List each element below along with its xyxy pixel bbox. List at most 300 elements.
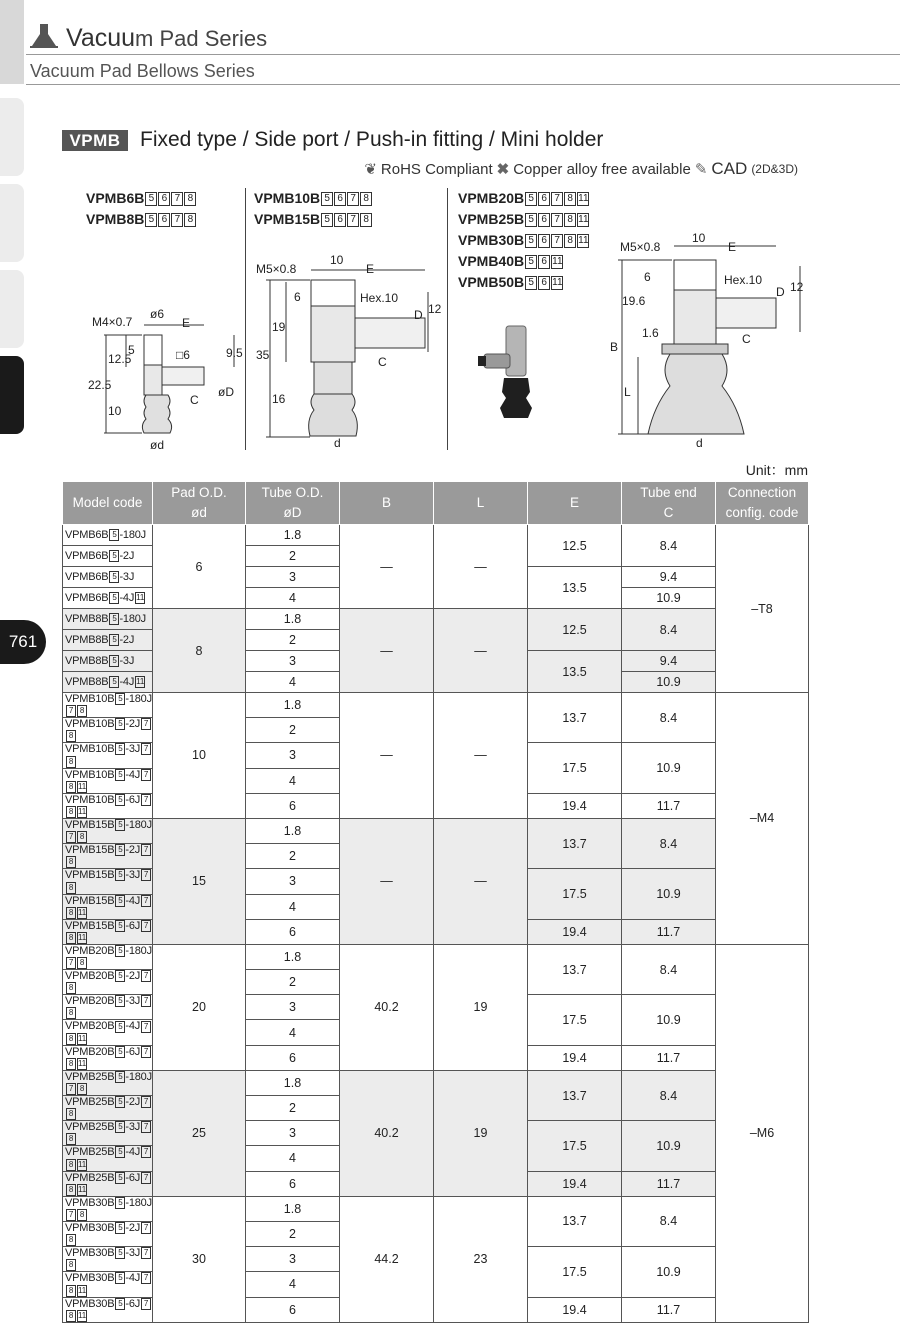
tube-od-cell: 2 (246, 630, 340, 651)
option-box: 5 (109, 655, 119, 667)
option-box: 6 (538, 234, 550, 248)
table-row (63, 1070, 809, 1095)
model-code: VPMB20B (65, 1020, 115, 1033)
e-cell: 13.7 (528, 818, 622, 868)
model-suffix: -6J (125, 1171, 141, 1184)
option-box: 6 (538, 276, 550, 290)
model-suffix: -4J (125, 1272, 141, 1285)
model-code-cell (63, 1171, 153, 1196)
model-suffix: -3J (125, 1247, 141, 1260)
model-suffix: -3J (125, 995, 141, 1008)
model-suffix: -4J (125, 894, 141, 907)
e-cell: 19.4 (528, 919, 622, 944)
option-box: 7 (141, 743, 151, 755)
tube-od-cell: 4 (246, 768, 340, 793)
tube-od-cell: 4 (246, 1272, 340, 1297)
tube-od-cell: 3 (246, 1121, 340, 1146)
tube-od-cell: 2 (246, 718, 340, 743)
c-cell: 11.7 (622, 1297, 716, 1322)
tube-od-cell: 6 (246, 1297, 340, 1322)
c-cell: 11.7 (622, 793, 716, 818)
model-code-cell (63, 869, 153, 894)
side-tab-2[interactable] (0, 98, 24, 176)
model-suffix: -3J (119, 654, 135, 667)
d1-h2: 5 (128, 343, 135, 357)
option-box: 7 (171, 192, 183, 206)
option-box: 11 (136, 677, 145, 687)
model-item (458, 209, 589, 230)
option-box: 11 (578, 193, 589, 205)
option-box: 8 (66, 856, 76, 868)
option-box: 5 (115, 995, 125, 1007)
option-box: 8 (66, 1310, 76, 1322)
option-box: 5 (115, 1121, 125, 1133)
model-suffix: -2J (125, 844, 141, 857)
option-box: 7 (141, 794, 151, 806)
option-box: 7 (141, 1298, 151, 1310)
model-suffix: -180J (125, 944, 152, 957)
b-cell: 40.2 (340, 1070, 434, 1196)
series-subtitle: Vacuum Pad Bellows Series (30, 61, 255, 81)
d1-thread: M4×0.7 (92, 315, 133, 329)
option-box: 11 (578, 235, 589, 247)
drawing-medium-pad (256, 262, 446, 454)
cad-icon: ✎ (694, 161, 708, 178)
pad-od-cell: 6 (153, 525, 246, 609)
side-tab-3[interactable] (0, 184, 24, 262)
subtitle-rule (26, 84, 900, 85)
pad-od-cell: 8 (153, 609, 246, 693)
table-row (63, 693, 809, 718)
option-box: 7 (141, 995, 151, 1007)
option-box: 7 (551, 234, 563, 248)
option-box: 11 (136, 593, 145, 603)
option-box: 11 (552, 256, 563, 268)
model-item (458, 230, 589, 251)
model-suffix: -6J (125, 1045, 141, 1058)
d2-c: C (378, 355, 387, 369)
model-name: VPMB8B (86, 211, 145, 227)
model-code-cell (63, 525, 153, 546)
option-box: 5 (115, 869, 125, 881)
b-cell: 40.2 (340, 944, 434, 1070)
c-cell: 10.9 (622, 743, 716, 793)
model-code-cell (63, 1020, 153, 1045)
model-code-cell (63, 1196, 153, 1221)
model-suffix: -2J (125, 970, 141, 983)
model-suffix: -4J (119, 591, 135, 604)
option-box: 6 (334, 192, 346, 206)
tube-od-cell: 3 (246, 567, 340, 588)
option-box: 8 (77, 705, 87, 717)
model-code: VPMB30B (65, 1196, 115, 1209)
option-box: 5 (115, 1071, 125, 1083)
c-cell: 8.4 (622, 818, 716, 868)
model-code-cell (63, 818, 153, 843)
model-suffix: -180J (119, 528, 146, 541)
tube-od-cell: 2 (246, 546, 340, 567)
d1-e: E (182, 316, 191, 330)
model-suffix: -180J (125, 1070, 152, 1083)
table-row (63, 818, 809, 843)
model-code-cell (63, 1045, 153, 1070)
option-box: 5 (109, 634, 119, 646)
d3-hex: Hex.10 (724, 273, 763, 287)
tube-od-cell: 1.8 (246, 1196, 340, 1221)
model-code-cell (63, 1146, 153, 1171)
c-cell: 8.4 (622, 525, 716, 567)
model-code: VPMB15B (65, 919, 115, 932)
d2-h6: 6 (294, 290, 301, 304)
model-suffix: -6J (125, 919, 141, 932)
model-code: VPMB30B (65, 1221, 115, 1234)
option-box: 5 (525, 234, 537, 248)
side-tab-4[interactable] (0, 270, 24, 348)
option-box: 11 (552, 277, 563, 289)
c-cell: 8.4 (622, 609, 716, 651)
option-box: 11 (78, 781, 86, 791)
model-code: VPMB6B (65, 528, 109, 541)
pad-od-cell: 20 (153, 944, 246, 1070)
model-code: VPMB15B (65, 894, 115, 907)
e-cell: 12.5 (528, 525, 622, 567)
option-box: 11 (78, 1184, 86, 1194)
option-box: 5 (109, 592, 119, 604)
option-box: 5 (115, 743, 125, 755)
e-cell: 12.5 (528, 609, 622, 651)
b-cell: — (340, 693, 434, 819)
c-cell: 9.4 (622, 567, 716, 588)
d2-thread: M5×0.8 (256, 262, 297, 276)
tube-od-cell: 1.8 (246, 818, 340, 843)
side-tab-1[interactable] (0, 0, 24, 84)
option-box: 11 (78, 806, 86, 816)
e-cell: 17.5 (528, 869, 622, 919)
tube-od-cell: 4 (246, 1020, 340, 1045)
option-box: 7 (551, 213, 563, 227)
option-box: 8 (184, 213, 196, 227)
model-code-cell (63, 718, 153, 743)
model-code: VPMB10B (65, 693, 115, 705)
model-suffix: -3J (125, 869, 141, 882)
option-box: 5 (525, 192, 537, 206)
option-box: 8 (184, 192, 196, 206)
option-box: 7 (66, 705, 76, 717)
c-cell: 10.9 (622, 672, 716, 693)
tube-od-cell: 3 (246, 869, 340, 894)
c-cell: 11.7 (622, 1045, 716, 1070)
model-suffix: -6J (125, 1297, 141, 1310)
d3-h196: 19.6 (622, 294, 646, 308)
l-cell: 19 (434, 1070, 528, 1196)
option-box: 7 (141, 869, 151, 881)
c-cell: 9.4 (622, 651, 716, 672)
c-cell: 10.9 (622, 1247, 716, 1297)
option-box: 8 (564, 192, 576, 206)
option-box: 6 (538, 213, 550, 227)
option-box: 11 (78, 1033, 86, 1043)
model-item (254, 209, 372, 230)
option-box: 8 (66, 907, 76, 919)
option-box: 8 (66, 1133, 76, 1145)
table-row (63, 944, 809, 969)
b-cell: 44.2 (340, 1196, 434, 1322)
e-cell: 19.4 (528, 1045, 622, 1070)
page-number: 761 (0, 620, 46, 664)
option-box: 5 (525, 276, 537, 290)
option-box: 5 (115, 1272, 125, 1284)
option-box: 8 (77, 831, 87, 843)
d1-low: 10 (108, 404, 122, 418)
option-box: 7 (171, 213, 183, 227)
model-code: VPMB8B (65, 612, 109, 625)
option-box: 5 (525, 213, 537, 227)
model-name: VPMB20B (458, 190, 525, 206)
c-cell: 8.4 (622, 1070, 716, 1120)
model-code-cell (63, 844, 153, 869)
option-box: 6 (158, 192, 170, 206)
column-divider-1 (245, 188, 246, 450)
model-code: VPMB25B (65, 1171, 115, 1184)
e-cell: 19.4 (528, 1171, 622, 1196)
tube-od-cell: 3 (246, 743, 340, 768)
d2-total: 35 (256, 348, 270, 362)
col-header: Pad O.D. ød (153, 482, 246, 525)
d2-pad: d (334, 436, 341, 450)
col-header: E (528, 482, 622, 525)
model-suffix: -4J (125, 768, 141, 781)
c-cell: 10.9 (622, 869, 716, 919)
option-box: 7 (141, 1096, 151, 1108)
l-cell: 19 (434, 944, 528, 1070)
model-code-cell (63, 588, 153, 609)
tube-od-cell: 1.8 (246, 944, 340, 969)
model-code-cell (63, 944, 153, 969)
option-box: 7 (66, 831, 76, 843)
model-suffix: -180J (125, 818, 152, 831)
drawing-large-pad (604, 232, 809, 454)
model-name: VPMB40B (458, 253, 525, 269)
vacuum-pad-icon (30, 22, 58, 48)
tube-od-cell: 3 (246, 651, 340, 672)
model-code: VPMB30B (65, 1247, 115, 1260)
tube-od-cell: 1.8 (246, 1070, 340, 1095)
compliance-line (364, 159, 798, 179)
model-code: VPMB6B (65, 549, 109, 562)
option-box: 5 (109, 613, 119, 625)
cad-note: (2D&3D) (751, 162, 798, 176)
b-cell: — (340, 609, 434, 693)
option-box: 8 (66, 932, 76, 944)
model-code-cell (63, 1221, 153, 1246)
model-item (254, 188, 372, 209)
option-box: 7 (141, 769, 151, 781)
option-box: 8 (564, 234, 576, 248)
model-badge: VPMB (62, 130, 128, 151)
copper-label: Copper alloy free available (513, 160, 691, 178)
tube-od-cell: 6 (246, 1171, 340, 1196)
option-box: 7 (141, 1272, 151, 1284)
c-cell: 8.4 (622, 693, 716, 743)
b-cell: — (340, 818, 434, 944)
model-code: VPMB25B (65, 1096, 115, 1108)
e-cell: 17.5 (528, 1247, 622, 1297)
option-box: 5 (115, 1298, 125, 1310)
model-code-cell (63, 743, 153, 768)
option-box: 8 (66, 1159, 76, 1171)
model-code: VPMB10B (65, 793, 115, 806)
connection-code-cell: –T8 (716, 525, 809, 693)
option-box: 5 (115, 895, 125, 907)
option-box: 11 (578, 214, 589, 226)
option-box: 5 (109, 571, 119, 583)
tube-od-cell: 4 (246, 588, 340, 609)
option-box: 8 (66, 982, 76, 994)
c-cell: 10.9 (622, 995, 716, 1045)
table-header-row (63, 482, 809, 525)
model-item (86, 209, 196, 230)
model-suffix: -2J (119, 549, 135, 562)
tube-od-cell: 6 (246, 793, 340, 818)
option-box: 8 (360, 192, 372, 206)
model-code-cell (63, 919, 153, 944)
model-code-cell (63, 609, 153, 630)
option-box: 7 (141, 1021, 151, 1033)
model-code: VPMB30B (65, 1272, 115, 1285)
model-code: VPMB6B (65, 570, 109, 583)
col-header: Connection config. code (716, 482, 809, 525)
option-box: 8 (66, 1108, 76, 1120)
option-box: 7 (141, 1146, 151, 1158)
model-code-cell (63, 672, 153, 693)
option-box: 7 (141, 970, 151, 982)
b-cell: — (340, 525, 434, 609)
model-code: VPMB10B (65, 718, 115, 731)
d3-c: C (742, 332, 751, 346)
option-box: 5 (115, 1172, 125, 1184)
model-code-cell (63, 1070, 153, 1095)
model-suffix: -2J (125, 718, 141, 731)
tube-od-cell: 4 (246, 1146, 340, 1171)
model-suffix: -2J (125, 1096, 141, 1108)
model-suffix: -3J (125, 743, 141, 756)
option-box: 7 (141, 895, 151, 907)
tube-od-cell: 6 (246, 919, 340, 944)
model-item (458, 272, 589, 293)
option-box: 11 (78, 1159, 86, 1169)
model-code: VPMB25B (65, 1146, 115, 1159)
page-heading: Fixed type / Side port / Push-in fitting / Mini holder (140, 128, 604, 151)
model-code: VPMB25B (65, 1121, 115, 1134)
model-list-2 (254, 188, 372, 230)
d3-h16: 1.6 (642, 326, 659, 340)
d3-h6: 6 (644, 270, 651, 284)
model-code: VPMB8B (65, 633, 109, 646)
l-cell: — (434, 818, 528, 944)
option-box: 7 (66, 1083, 76, 1095)
d1-side: 9.5 (226, 346, 243, 360)
option-box: 5 (145, 213, 157, 227)
model-name: VPMB30B (458, 232, 525, 248)
e-cell: 13.7 (528, 693, 622, 743)
option-box: 6 (158, 213, 170, 227)
d3-b: B (610, 340, 619, 354)
model-code: VPMB20B (65, 970, 115, 983)
option-box: 8 (66, 1058, 76, 1070)
option-box: 8 (77, 1209, 87, 1221)
c-cell: 8.4 (622, 1196, 716, 1246)
cad-label: CAD (711, 159, 748, 178)
table-row (63, 609, 809, 630)
model-code-cell (63, 546, 153, 567)
model-code-cell (63, 894, 153, 919)
col-header: Tube end C (622, 482, 716, 525)
option-box: 5 (115, 693, 125, 705)
d2-w: 10 (330, 253, 344, 267)
e-cell: 13.7 (528, 1196, 622, 1246)
d3-w: 10 (692, 231, 706, 245)
model-name: VPMB25B (458, 211, 525, 227)
model-suffix: -4J (119, 675, 135, 688)
l-cell: — (434, 693, 528, 819)
tube-od-cell: 2 (246, 1221, 340, 1246)
e-cell: 13.7 (528, 944, 622, 994)
model-code-cell (63, 1121, 153, 1146)
rohs-label: RoHS Compliant (380, 160, 493, 178)
model-item (86, 188, 196, 209)
option-box: 11 (78, 932, 86, 942)
option-box: 5 (109, 550, 119, 562)
d1-total: 22.5 (88, 378, 112, 392)
model-code-cell (63, 1096, 153, 1121)
d3-thread: M5×0.8 (620, 240, 661, 254)
side-tab-active[interactable] (0, 356, 24, 434)
option-box: 5 (321, 192, 333, 206)
tube-od-cell: 4 (246, 672, 340, 693)
model-code: VPMB20B (65, 995, 115, 1008)
model-code-cell (63, 1297, 153, 1322)
model-suffix: -4J (125, 1020, 141, 1033)
product-photo (476, 322, 546, 432)
leaf-icon: ❦ (364, 161, 377, 178)
option-box: 5 (115, 1222, 125, 1234)
option-box: 7 (141, 1121, 151, 1133)
column-divider-2 (447, 188, 448, 450)
col-header: Tube O.D. øD (246, 482, 340, 525)
d1-c: C (190, 393, 199, 407)
option-box: 5 (115, 1146, 125, 1158)
model-code: VPMB6B (65, 591, 109, 604)
option-box: 5 (321, 213, 333, 227)
model-code-cell (63, 630, 153, 651)
option-box: 5 (115, 1046, 125, 1058)
option-box: 5 (115, 769, 125, 781)
c-cell: 11.7 (622, 919, 716, 944)
option-box: 7 (141, 718, 151, 730)
e-cell: 19.4 (528, 1297, 622, 1322)
copper-free-icon: ✖ (496, 161, 510, 178)
model-suffix: -3J (125, 1121, 141, 1134)
model-suffix: -180J (119, 612, 146, 625)
option-box: 5 (115, 1096, 125, 1108)
table-row (63, 525, 809, 546)
d2-dD: D (414, 308, 423, 322)
model-code: VPMB20B (65, 1045, 115, 1058)
model-suffix: -180J (125, 693, 152, 705)
e-cell: 17.5 (528, 1121, 622, 1171)
option-box: 8 (66, 1285, 76, 1297)
option-box: 11 (78, 1058, 86, 1068)
